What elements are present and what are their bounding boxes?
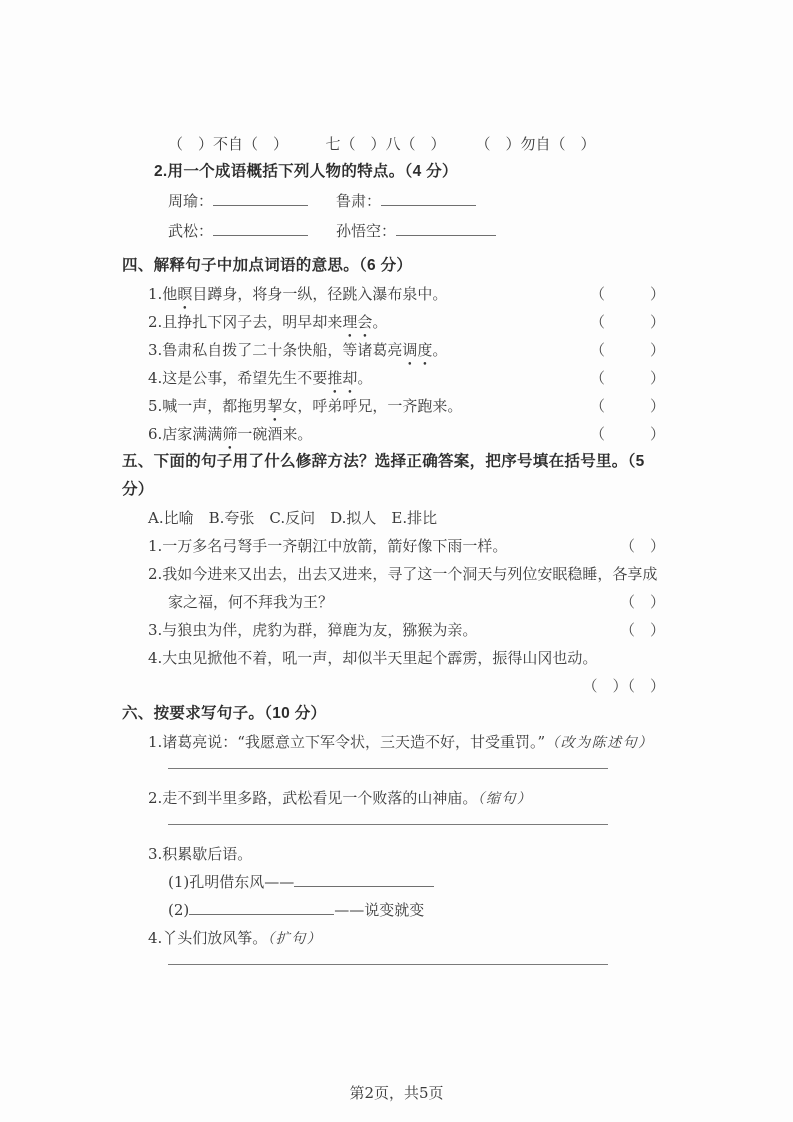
section6-item-2 <box>148 784 665 813</box>
section5-item-4-brackets: （ ）（ ） <box>582 677 665 695</box>
answer-bracket: （ ） <box>619 593 665 611</box>
rhetoric-options: A.比喻 B.夸张 C.反问 D.拟人 E.排比 <box>148 509 438 527</box>
answer-bracket: （ ） <box>589 313 665 331</box>
answer-bracket: （ ） <box>589 397 665 415</box>
question-text: 5.喊一声，都拖男挈女，呼弟呼兄，一齐跑来。 <box>148 397 463 415</box>
section5-item-4: 4.大虫见掀他不着，吼一声，却似半天里起个霹雳，振得山冈也动。 <box>148 649 598 667</box>
question-text: 6.店家满满筛一碗酒来。 <box>148 425 313 443</box>
answer-bracket: （ ） <box>589 341 665 359</box>
question-text: 家之福，何不拜我为王？ <box>168 593 334 611</box>
section5-item-2-line-1: 2.我如今进来又出去，出去又进来，寻了这一个洞天与列位安眠稳睡，各享成 <box>148 565 658 583</box>
blank-label-sunwukong: 孙悟空： <box>336 222 397 240</box>
answer-bracket: （ ） <box>619 537 665 555</box>
answer-bracket: （ ） <box>589 285 665 303</box>
blank-label-zhouyu: 周瑜： <box>168 192 214 210</box>
rewrite-instruction: （改为陈述句） <box>545 735 654 751</box>
section4-item-1 <box>148 280 665 308</box>
answer-blank-lusu <box>381 191 476 206</box>
blank-pair-wusong <box>168 216 336 246</box>
section6-item-4 <box>148 924 665 953</box>
rewrite-instruction: （扩句） <box>267 931 323 947</box>
blank-label-lusu: 鲁肃： <box>336 192 382 210</box>
section6-item-1 <box>148 728 665 757</box>
section5-item-3 <box>148 616 665 644</box>
blank-pair-lusu <box>336 186 476 216</box>
answer-blank-sunwukong <box>396 221 496 236</box>
section4-item-6 <box>148 420 665 448</box>
question-text: 2.且挣扎下冈子去，明早却来理会。 <box>148 313 388 331</box>
blank-pair-sunwukong <box>336 216 496 246</box>
rewrite-instruction: （缩句） <box>477 791 533 807</box>
xiehouyu-2-prefix: (2) <box>168 901 190 919</box>
paper-content <box>122 130 665 980</box>
section4-item-2 <box>148 308 665 336</box>
answer-bracket: （ ） <box>619 621 665 639</box>
question-2-stem: 2.用一个成语概括下列人物的特点。（4 分） <box>154 163 458 180</box>
character-blank-row-1 <box>168 186 665 216</box>
xiehouyu-blank-2 <box>168 896 665 924</box>
xiehouyu-1-text: (1)孔明借东风—— <box>168 873 295 891</box>
answer-blank-wusong <box>213 221 308 236</box>
question-text: 1.一万多名弓弩手一齐朝江中放箭，箭好像下雨一样。 <box>148 537 508 555</box>
character-blank-row-2 <box>168 216 665 246</box>
question-text: 3.鲁肃私自拨了二十条快船，等诸葛亮调度。 <box>148 341 448 359</box>
section-5-title: 五、下面的句子用了什么修辞方法？选择正确答案，把序号填在括号里。（5 分） <box>122 453 645 498</box>
answer-blank <box>189 900 334 915</box>
question-text: 1.诸葛亮说：“我愿意立下军令状，三天造不好，甘受重罚。” <box>148 733 546 751</box>
blank-pair-zhouyu <box>168 186 336 216</box>
question-text: 1.他瞑目蹲身，将身一纵，径跳入瀑布泉中。 <box>148 285 448 303</box>
question-text: 4.丫头们放风筝。 <box>148 929 268 947</box>
section5-item-1 <box>148 532 665 560</box>
idiom-fill-line: （ ）不自（ ） 七（ ）八（ ） （ ）勿自（ ） <box>168 135 596 153</box>
section4-item-5 <box>148 392 665 420</box>
answer-blank-zhouyu <box>213 191 308 206</box>
blank-label-wusong: 武松： <box>168 222 214 240</box>
answer-line <box>168 813 608 825</box>
question-text: 4.这是公事，希望先生不要推却。 <box>148 369 373 387</box>
section4-item-3 <box>148 336 665 364</box>
answer-line <box>168 953 608 965</box>
section6-item-3: 3.积累歇后语。 <box>148 845 253 863</box>
section-4-title: 四、解释句子中加点词语的意思。（6 分） <box>122 257 413 274</box>
page-footer: 第2页，共5页 <box>349 1084 444 1102</box>
xiehouyu-2-suffix: ——说变就变 <box>334 901 425 919</box>
question-text: 3.与狼虫为伴，虎豹为群，獐鹿为友，猕猴为亲。 <box>148 621 478 639</box>
question-text: 2.走不到半里多路，武松看见一个败落的山神庙。 <box>148 789 478 807</box>
answer-line <box>168 757 608 769</box>
section5-item-2-line-2 <box>168 588 665 616</box>
answer-bracket: （ ） <box>589 369 665 387</box>
answer-blank <box>294 872 434 887</box>
answer-bracket: （ ） <box>589 425 665 443</box>
section-6-title: 六、按要求写句子。（10 分） <box>122 705 327 722</box>
xiehouyu-blank-1 <box>168 868 665 896</box>
